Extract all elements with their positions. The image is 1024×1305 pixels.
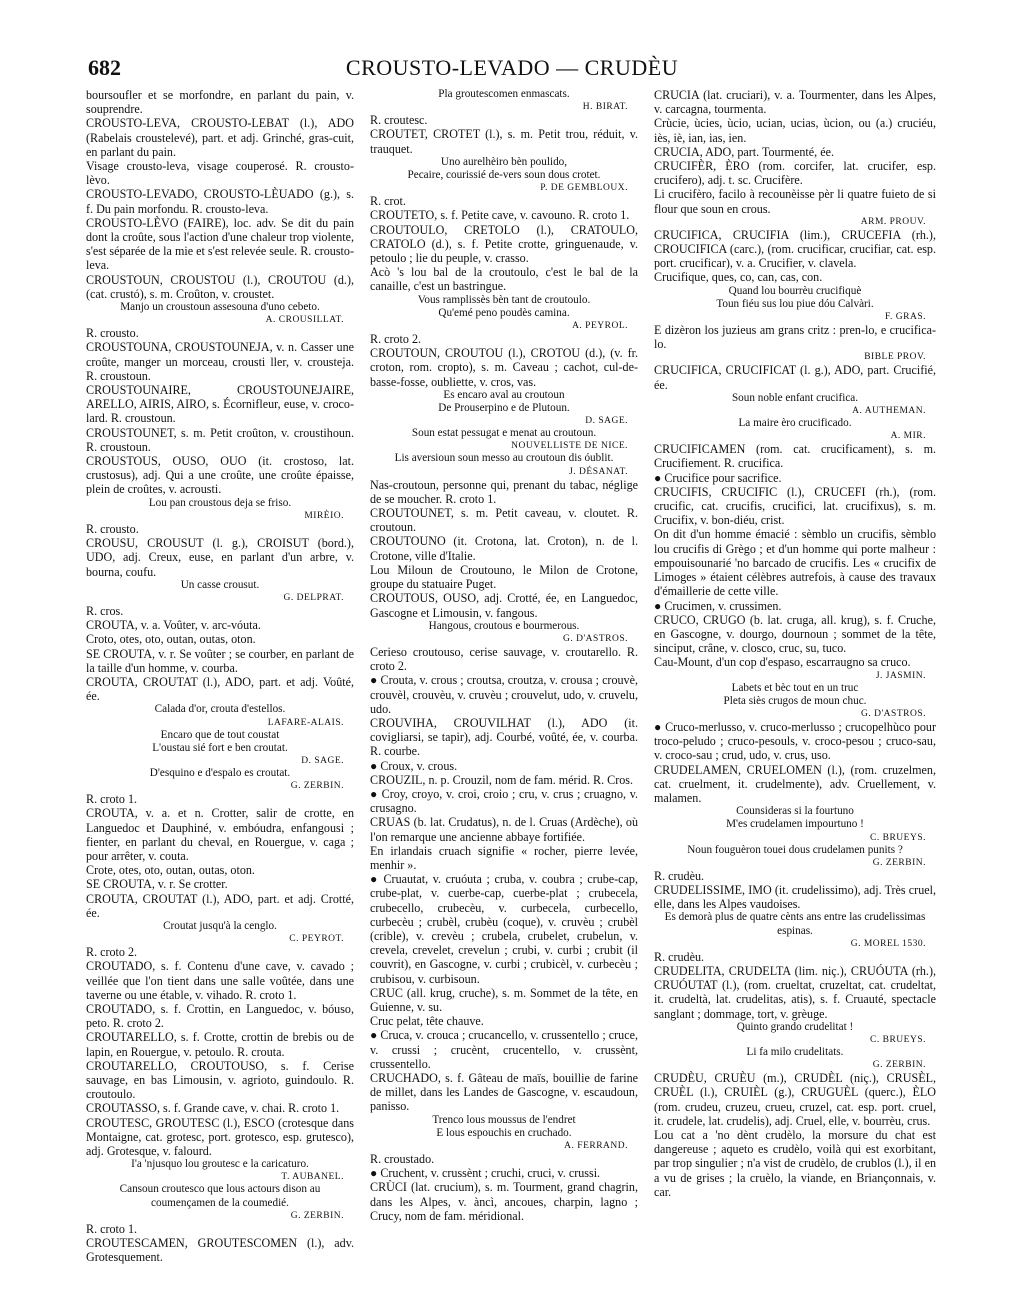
entry-paragraph: Li crucifèro, facilo à recounèisse pèr li quatre fuieto de si flour que soun en crous. [654,187,936,216]
citation-source: LAFARE-ALAIS. [267,717,344,728]
entry-paragraph: CROUSTOUNET, s. m. Petit croûton, v. croustihoun. R. croustoun. [86,425,354,454]
entry-paragraph: CROUSTOUNAIRE, CROUSTOUNEJAIRE, ARELLO, AIRIS, AIRO, s. Écornifleur, euse, v. croco-lard. R. croustoun. [86,383,354,426]
entry-paragraph: CRUDELITA, CRUDELTA (lim. niç.), CRUÓUTA (rh.), CRUÓUTAT (l.), (rom. crueltat, cruzeltat, cat. crudeltat, it. crudeltà, lat. crudelitas, atis), s. f. Cruauté, spectacle sanglant ; dommage, tort, v. grèuge. [654,963,936,1021]
quotation-line: Croutat jusqu'à la cenglo. [163,919,277,932]
entry-paragraph: Visage crousto-leva, visage couperosé. R. crousto-lèvo. [86,159,354,188]
citation-source: D. SAGE. [585,416,628,427]
quotation-line: Toun fiéu sus lou piue dóu Calvàri. [716,297,874,310]
citation-source: G. ZERBIN. [872,1060,926,1071]
entry-paragraph: CRÙCI (lat. crucium), s. m. Tourment, grand chagrin, dans les Alpes, v. àncì, ancoues, charpin, lagno ; Crucy, nom de fam. méridional. [370,1180,638,1223]
citation-source: J. JASMIN. [875,670,926,681]
entry-paragraph: ● Crouta, v. crous ; croutsa, croutza, v. crousa ; crouvè, crouvèl, crouvèu, v. cruvèu ; crouvelut, udo, v. cruvelu, udo. [370,673,638,716]
entry-paragraph: CROUTESC, GROUTESC (l.), ESCO (crotesque dans Montaigne, cat. grotesc, port. grotesco, esp. grutesco), adj. Grotesque, v. falourd. [86,1115,354,1159]
citation-source: H. BIRAT. [582,102,628,113]
entry-paragraph: En irlandais cruach signifie « rocher, pierre levée, menhir ». [370,843,638,872]
entry-paragraph: Lou cat a 'no dènt crudèlo, la morsure du chat est dangereuse ; aqueto es crudèlo, voilà qui est exorbitant, par trop singulier ; n'a vist de crudèlo, de crublos (l.), il en a vu de grises ; la cruèlo, la viande, en Briançonnais, v. car. [654,1128,936,1199]
quotation-line: Soun estat pessugat e menat au croutoun. [411,427,597,440]
entry-paragraph: CROUSTOUNA, CROUSTOUNEJA, v. n. Casser une croûte, manger un morceau, crousti ller, v. crousteja. R. croustoun. [86,340,354,383]
entry-paragraph: Crote, otes, oto, outan, outas, oton. [86,863,255,878]
entry-paragraph: CRUC (all. krug, cruche), s. m. Sommet de la tête, en Guienne, v. su. [370,985,638,1014]
entry-paragraph: Crucifique, ques, co, can, cas, con. [654,270,823,285]
citation-source: A. PEYROL. [572,321,628,332]
quotation-line: Pleta siès crugos de moun chuc. [723,694,867,707]
quotation-line: Manjo un croustoun assesouna d'uno cebeto. [120,301,320,314]
entry-paragraph: Nas-croutoun, personne qui, prenant du tabac, néglige de se moucher. R. croto 1. [370,477,638,506]
citation-source: A. FERRAND. [564,1141,628,1152]
entry-paragraph: Croto, otes, oto, outan, outas, oton. [86,632,256,647]
entry-paragraph: CROUTOUS, OUSO, adj. Crotté, ée, en Languedoc, Gascogne et Limousin, v. fangous. [370,591,638,620]
entry-paragraph: CROUVIHA, CROUVILHAT (l.), ADO (it. covigliarsi, se tapir), adj. Courbé, voûté, ée, v. courba. R. courbe. [370,715,638,759]
entry-paragraph: CROUTA, CROUTAT (l.), ADO, part. et adj. Crotté, ée. [86,891,354,920]
entry-paragraph: CRUAS (b. lat. Crudatus), n. de l. Cruas (Ardèche), où l'on remarque une ancienne abbaye fortifiée. [370,815,638,844]
entry-paragraph: CROUSTOUN, CROUSTOU (l.), CROUTOU (d.), (cat. crustó), s. m. Croûton, v. croustet. [86,272,354,301]
entry-paragraph: CROUTESCAMEN, GROUTESCOMEN (l.), adv. Grotesquement. [86,1236,354,1265]
quotation-line: Calada d'or, crouta d'estellos. [154,703,286,716]
entry-paragraph: Acò 's lou bal de la croutoulo, c'est le bal de la canaille, c'est un bastringue. [370,265,638,294]
entry-paragraph: CRUCIFICAMEN (rom. cat. crucificament), s. m. Crucifiement. R. crucifica. [654,442,936,471]
entry-paragraph: CROUTADO, s. f. Crottin, en Languedoc, v. bóuso, peto. R. croto 2. [86,1001,354,1031]
entry-paragraph: ● Crucifice pour sacrifice. [654,470,782,485]
entry-paragraph: R. croustado. [370,1152,435,1167]
citation-source: G. ZERBIN. [290,781,344,792]
citation-source: A. CROUSILLAT. [265,315,344,326]
quotation-line: D'esquino e d'espalo es croutat. [149,766,291,779]
citation-source: G. DELPRAT. [283,592,344,603]
citation-source: MIRÈIO. [304,510,344,521]
entry-paragraph: E dizèron los juzieus am grans critz : pren-lo, e crucifica-lo. [654,323,936,352]
citation-source: NOUVELLISTE DE NICE. [511,441,628,452]
quotation-line: Es demorà plus de quatre cènts ans entre las crudelissimas espinas. [664,911,926,937]
entry-paragraph: CROUTOULO, CRETOLO (l.), CRATOULO, CRATOLO (d.), s. f. Petite crotte, gringuenaude, v. petoulo ; lie du peuple, v. crasso. [370,222,638,266]
dictionary-column-3 [654,88,936,1293]
entry-paragraph: CROUZIL, n. p. Crouzil, nom de fam. mérid. R. Cros. [370,772,634,787]
entry-paragraph: CROUTARELLO, CROUTOUSO, s. f. Cerise sauvage, en bas Limousin, v. agrioto, guindoulo. R. croutoulo. [86,1058,354,1102]
quotation-line: Quand lou bourrèu crucifiquè [728,284,862,297]
entry-paragraph: CROUSTO-LEVADO, CROUSTO-LÈUADO (g.), s. f. Du pain morfondu. R. crousto-leva. [86,187,354,216]
citation-source: G. MOREL 1530. [850,938,926,949]
entry-paragraph: CRUCIFICA, CRUCIFICAT (l. g.), ADO, part. Crucifié, ée. [654,363,936,392]
entry-paragraph: CROUTET, CROTET (l.), s. m. Petit trou, réduit, v. trauquet. [370,127,638,156]
quotation-line: Lou pan croustous deja se friso. [148,496,292,509]
entry-paragraph: Cau-Mount, d'un cop d'espaso, escarraugno sa cruco. [654,655,911,670]
entry-paragraph: CRUCIFÈR, ÈRO (rom. corcifer, lat. crucifer, esp. crucifero), adj. t. sc. Crucifère. [654,159,936,188]
entry-paragraph: Lou Miloun de Croutouno, le Milon de Crotone, groupe du statuaire Puget. [370,562,638,592]
entry-paragraph: ● Cruca, v. crouca ; crucancello, v. crussentello ; cruce, v. crussi ; crucènt, crucentello, v. crussènt, crussentello. [370,1028,638,1071]
entry-paragraph: CROUSU, CROUSUT (l. g.), CROISUT (bord.), UDO, adj. Creux, euse, en parlant d'un arbre, v. bourna, coufu. [86,536,354,579]
entry-paragraph: CROUTOUN, CROUTOU (l.), CROTOU (d.), (v. fr. croton, rom. cropto), s. m. Caveau ; cachot, cul-de-basse-fosse, oubliette, v. cros, vas. [370,346,638,389]
citation-source: C. PEYROT. [289,934,344,945]
quotation-line: Hangous, croutous e bourmerous. [428,619,580,632]
entry-paragraph: ● Croy, croyo, v. croi, croio ; cru, v. crus ; cruagno, v. crusagno. [370,786,638,816]
entry-paragraph: R. croto 2. [370,332,422,347]
quotation-line: Uno aurelhèiro bèn poulido, [440,155,568,168]
quotation-line: Encaro que de tout coustat [160,728,280,741]
entry-paragraph: R. crot. [370,194,406,209]
entry-paragraph: CROUTETO, s. f. Petite cave, v. cavouno. R. croto 1. [370,208,630,223]
citation-source: G. ZERBIN. [290,1210,344,1221]
entry-paragraph: CROUTA, v. a. et n. Crotter, salir de crotte, en Languedoc et Dauphiné, v. embóudra, enfangousi ; fienter, en parlant du cheval, en Rouergue, v. caga ; pour arrêter, v. couta. [86,806,354,863]
citation-source: G. D'ASTROS. [861,708,926,719]
page-number: 682 [88,55,121,80]
entry-paragraph: CROUSTO-LEVA, CROUSTO-LEBAT (l.), ADO (Rabelais croustelevé), part. et adj. Grinché, gras-cuit, en parlant du pain. [86,116,354,159]
entry-paragraph: Cerieso croutouso, cerise sauvage, v. croutarello. R. croto 2. [370,644,638,674]
entry-paragraph: CROUTASSO, s. f. Grande cave, v. chai. R. croto 1. [86,1101,340,1116]
entry-paragraph: R. crudèu. [654,868,705,883]
entry-paragraph: CRUCIA, ADO, part. Tourmenté, ée. [654,144,834,159]
citation-source: F. GRAS. [885,312,926,323]
entry-paragraph: SE CROUTA, v. r. Se voûter ; se courber, en parlant de la taille d'un homme, v. courba. [86,646,354,675]
quotation-line: Li fa milo crudelitats. [746,1045,844,1058]
entry-paragraph: SE CROUTA, v. r. Se crotter. [86,877,228,892]
citation-source: ARM. PROUV. [860,216,926,227]
entry-paragraph: CROUTARELLO, s. f. Crotte, crottin de brebis ou de lapin, en Rouergue, v. petoulo. R. crouta. [86,1030,354,1059]
entry-paragraph: R. crudèu. [654,949,705,964]
entry-paragraph: R. croto 2. [86,945,138,960]
entry-paragraph: R. croto 1. [86,792,138,807]
quotation-line: Qu'emé peno poudès camina. [438,306,570,319]
entry-paragraph: R. crousto. [86,326,139,341]
entry-paragraph: ● Croux, v. crous. [370,758,458,773]
entry-paragraph: boursoufler et se morfondre, en parlant du pain, v. souprendre. [86,88,354,117]
entry-paragraph: ● Cruautat, v. cruóuta ; cruba, v. coubra ; crube-cap, crube-plat, v. cuerbe-cap, cuerbe-plat ; crubecela, crubecello, crubecèu, v. curbecela, curbecello, curbecèu ; crubèl, crubèu (coque), v. cruvèu ; crubèl (crible), v. crevèu ; crubela, crubelet, crubelun, v. crevela, crevelet, crevelun ; crubi, v. curbi ; crubit (il couvrit), en Gascogne, v. curbi ; crubicèl, v. curbecèu ; crubisou, v. curbisoun. [370,872,638,986]
quotation-line: M'es crudelamen impourtuno ! [726,818,864,831]
entry-paragraph: CRUCIFICA, CRUCIFIA (lim.), CRUCEFIA (rh.), CROUCIFICA (carc.), (rom. crucificar, crucifiar, cat. esp. port. crucificar), v. a. Crucifier, v. clavela. [654,227,936,271]
citation-source: J. DÉSANAT. [569,466,628,477]
entry-paragraph: CRUCHADO, s. f. Gâteau de maïs, bouillie de farine de millet, dans les Landes de Gascogne, v. escaudoun, panisso. [370,1071,638,1114]
entry-paragraph: R. cros. [86,603,124,618]
quotation-line: Vous ramplissès bèn tant de croutoulo. [417,293,591,306]
citation-source: C. BRUEYS. [870,1034,926,1045]
citation-source: D. SAGE. [301,755,344,766]
entry-paragraph: ● Crucimen, v. crussimen. [654,598,782,613]
entry-paragraph: R. croutesc. [370,113,428,128]
quotation-line: Noun fouguèron touei dous crudelamen punits ? [687,843,903,856]
entry-paragraph: ● Cruco-merlusso, v. cruco-merlusso ; crucopelhùco pour troco-peludo ; cruco-pesouls, v. croco-pesou ; cruco-sau, v. croco-sau ; crud, udo, v. crus, uso. [654,719,936,763]
entry-paragraph: CROUTA, CROUTAT (l.), ADO, part. et adj. Voûté, ée. [86,674,354,704]
entry-paragraph: CRUCIA (lat. cruciari), v. a. Tourmenter, dans les Alpes, v. carcagna, tourmenta. [654,88,936,117]
entry-paragraph: R. croto 1. [86,1221,138,1236]
quotation-line: Quinto grando crudelitat ! [736,1020,854,1033]
quotation-line: Trenco lous moussus de l'endret [432,1113,576,1126]
dictionary-column-2 [370,88,638,1293]
quotation-line: Lis aversioun soun messo au croutoun dis óublit. [394,452,614,465]
entry-paragraph: CROUSTOUS, OUSO, OUO (it. crostoso, lat. crustosus), adj. Qui a une croûte, une croûte épaisse, plein de croûtes, v. acrousti. [86,454,354,497]
entry-paragraph: CRUCO, CRUGO (b. lat. cruga, all. krug), s. f. Cruche, en Gascogne, v. dourgo, dournoun ; sommet de la tête, sinciput, crâne, v. closco, cruc, su, tuco. [654,612,936,656]
quotation-line: Soun noble enfant crucifica. [731,391,859,404]
citation-source: G. ZERBIN. [872,857,926,868]
citation-source: BIBLE PROV. [864,352,926,363]
citation-source: P. DE GEMBLOUX. [540,183,628,194]
entry-paragraph: CRUDÈU, CRUÈU (m.), CRUDÈL (niç.), CRUSÈL, CRUÈL (l.), CRUIÈL (g.), CRUGUÈL (querc.), ÈLO (rom. crudeu, cruzeu, crueu, cruzel, cat. esp. port. cruel, it. crudele, lat. crudelis), adj. Cruel, elle, v. bourrèu, crus. [654,1071,936,1128]
entry-paragraph: CROUTOUNET, s. m. Petit caveau, v. cloutet. R. croutoun. [370,506,638,535]
entry-paragraph: CROUSTO-LÈVO (FAIRE), loc. adv. Se dit du pain dont la croûte, sous l'action d'une chaleur trop violente, s'est séparée de la mie et s'est relevée seule. R. crousto-leva. [86,215,354,273]
citation-source: A. MIR. [890,431,926,442]
citation-source: T. AUBANEL. [281,1172,344,1183]
quotation-line: Counsideras si la fourtuno [736,805,854,818]
quotation-line: La maire èro crucificado. [738,417,852,430]
quotation-line: E lous espouchis en cruchado. [436,1126,572,1139]
quotation-line: Pla groutescomen enmascats. [438,88,570,100]
quotation-line: Cansoun croutesco que lous actours dison au coumençamen de la coumedié. [119,1183,321,1209]
quotation-line: I'a 'njusquo lou groutesc e la caricaturo. [131,1158,309,1171]
entry-paragraph: CROUTOUNO (it. Crotona, lat. Croton), n. de l. Crotone, ville d'Italie. [370,534,638,563]
citation-source: G. D'ASTROS. [563,633,628,644]
entry-paragraph: CRUDELAMEN, CRUELOMEN (l.), (rom. cruzelmen, cat. cruelment, it. crudelmente), adv. Cruellement, v. malamen. [654,762,936,805]
entry-paragraph: Crùcie, ùcies, ùcio, ucian, ucias, ùcion, ou (a.) cruciéu, iès, iè, ian, ias, ien. [654,116,936,145]
quotation-line: Pecaire, courissié de-vers soun dous crotet. [407,169,601,182]
entry-paragraph: CRUCIFIS, CRUCIFIC (l.), CRUCEFI (rh.), (rom. crucific, cat. crucifis, crucifici, lat. crucifixus), s. m. Crucifix, v. bon-diéu, crist. [654,484,936,528]
citation-source: A. AUTHEMAN. [852,406,926,417]
entry-paragraph: CROUTA, v. a. Voûter, v. arc-vóuta. [86,618,261,633]
page-header [0,55,1024,85]
quotation-line: De Prouserpino e de Plutoun. [438,402,570,415]
running-head: CROUSTO-LEVADO — CRUDÈU [345,55,679,80]
entry-paragraph: R. crousto. [86,521,139,536]
quotation-line: Es encaro aval au croutoun [443,388,565,401]
dictionary-column-1 [86,88,354,1293]
quotation-line: Labets et bèc tout en un truc [731,681,859,694]
citation-source: C. BRUEYS. [870,832,926,843]
entry-paragraph: CRUDELISSIME, IMO (it. crudelissimo), adj. Très cruel, elle, dans les Alpes vaudoises. [654,882,936,912]
entry-paragraph: Cruc pelat, tête chauve. [370,1014,484,1029]
entry-paragraph: CROUTADO, s. f. Contenu d'une cave, v. cavado ; veillée que l'on tient dans une salle voûtée, dans une taverne ou une étable, v. vihado. R. croto 1. [86,959,354,1002]
quotation-line: L'oustau sié fort e ben croutat. [152,741,288,754]
entry-paragraph: On dit d'un homme émacié : sèmblo un crucifis, sèmblo lou crucifis di Grègo ; et d'un homme qui porte malheur : empouisounarié 'no barcado de crucifis. Les « crucifix de Limoges » étaient célèbres autrefois, à cause des travaux d'émaillerie de cette ville. [654,527,936,599]
quotation-line: Un casse crousut. [180,578,260,591]
entry-paragraph: ● Cruchent, v. crussènt ; cruchi, cruci, v. crussi. [370,1166,601,1181]
